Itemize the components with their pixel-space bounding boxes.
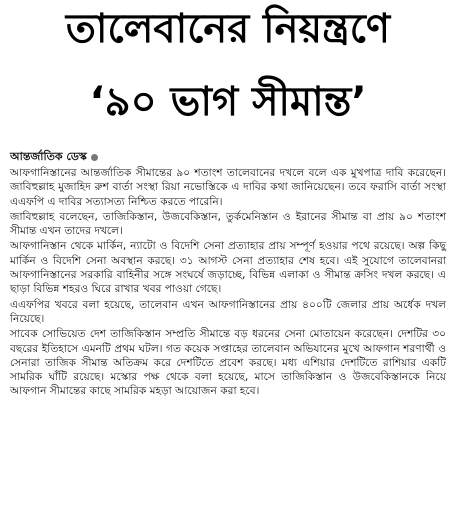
paragraph: এএফপির খবরে বলা হয়েছে, তালেবান এখন আফগানিস্তানের প্রায় ৪০০টি জেলার প্রায় অর্ধেক দখল নিয়েছে। xyxy=(10,298,446,325)
paragraph: জাবিহুল্লাহ বলেছেন, তাজিকিস্তান, উজবেকিস্তান, তুর্কমেনিস্তান ও ইরানের সীমান্ত বা প্রায় ৯০ শতাংশ সীমান্ত এখন তাদের দখলে। xyxy=(10,210,446,238)
paragraph: আফগানিস্তানের আন্তর্জাতিক সীমান্তের ৯০ শতাংশ তালেবানের দখলে বলে এক মুখপাত্র দাবি করেছেন। জাবিহুল্লাহ মুজাহিদ রুশ বার্তা সংস্থা রিয়া নভোস্তিকে এ দাবির কথা জানিয়েছেন। তবে ফরাসি বার্তা সংস্থা এএফপি এ দাবির সত্যাসত্য নিশ্চিত করতে পারেনি। xyxy=(10,167,446,208)
paragraph: সাবেক সোভিয়েত দেশ তাজিকিস্তান সম্প্রতি সীমান্তে বড় ধরনের সেনা মোতায়েন করেছেন। দেশটির ৩০ বছরের ইতিহাসে এমনটি প্রথম ঘটল। গত কয়েক সপ্তাহের তালেবান অভিযানের মুখে আফগান শরণার্থী ও সেনারা তাজিক সীমান্ত অতিক্রম করে দেশটিতে প্রবেশ করছে। মধ্য এশিয়ার দেশটিতে রাশিয়ার একটি সামরিক ঘাঁটি রয়েছে। মস্কোর পক্ষ থেকে বলা হয়েছে, মাসে তাজিকিস্তান ও উজবেকিস্তানকে নিয়ে আফগান সীমান্তের কাছে সামরিক মহড়া আয়োজন করা হবে। xyxy=(10,328,446,398)
byline-text: আন্তর্জাতিক ডেস্ক xyxy=(10,150,87,163)
byline xyxy=(10,150,98,164)
headline-line-1: তালেবানের নিয়ন্ত্রণে xyxy=(65,6,391,52)
article-body xyxy=(10,166,446,399)
headline-line-2: ‘৯০ ভাগ সীমান্ত’ xyxy=(89,79,367,125)
bullet-dot-icon xyxy=(91,154,98,161)
paragraph: আফগানিস্তান থেকে মার্কিন, ন্যাটো ও বিদেশি সেনা প্রত্যাহার প্রায় সম্পূর্ণ হওয়ার পথে রয়েছে। অল্প কিছু মার্কিন ও বিদেশি সেনা অবস্থান করছে। ৩১ আগস্ট সেনা প্রত্যাহার শেষ হবে। এই সুযোগে তালেবানরা আফগানিস্তানের সরকারি বাহিনীর সঙ্গে সংঘর্ষে জড়াচ্ছে, বিভিন্ন এলাকা ও সীমান্ত ক্রসিং দখল করছে। এ ছাড়া বিভিন্ন শহরও ঘিরে রাখার খবর পাওয়া গেছে। xyxy=(10,240,446,296)
